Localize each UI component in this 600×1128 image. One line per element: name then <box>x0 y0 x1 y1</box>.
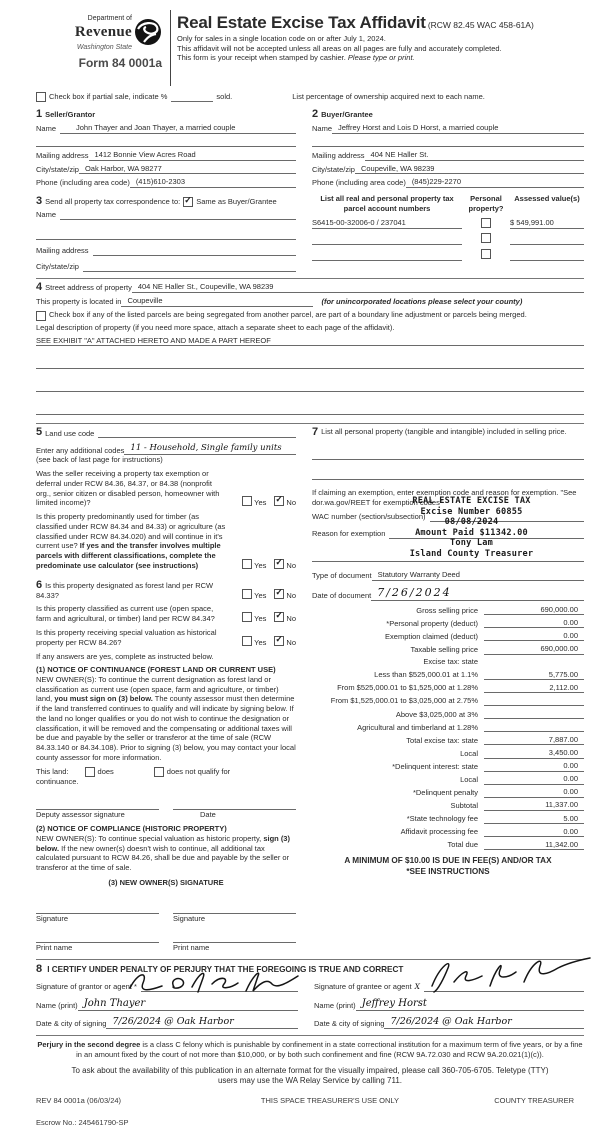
corr-city-label: City/state/zip <box>36 262 79 272</box>
corr-mailing-label: Mailing address <box>36 246 89 256</box>
tax-row: From $525,000.01 to $1,525,000 at 1.28% 2,112.00 <box>312 683 584 694</box>
stamp-treasurer-title: Island County Treasurer <box>409 548 534 559</box>
grantor-name-print-label: Name (print) <box>36 1000 78 1010</box>
buyer-mailing-label: Mailing address <box>312 150 365 160</box>
form-number: Form 84 0001a <box>78 55 162 70</box>
notice-compliance-text: NEW OWNER(S): To continue special valuation as historic property, sign (3) below. If the new owner(s) doesn't wish to continue, all additional tax calculated pursuant to RCW 84.26, shall be due and payable by the seller or transferor at the time of sale. <box>36 833 290 873</box>
street-address-value: 404 NE Haller St., Coupeville, WA 98239 <box>132 282 584 293</box>
tax-row: *State technology fee 5.00 <box>312 814 584 825</box>
exemption-yes-checkbox[interactable] <box>242 496 252 506</box>
county-note: (for unincorporated locations please select your county) <box>321 297 523 306</box>
tier3-tax <box>484 696 584 707</box>
timber-yes-checkbox[interactable] <box>242 559 252 569</box>
tax-row: *Delinquent penalty 0.00 <box>312 787 584 798</box>
notice-compliance-title: (2) NOTICE OF COMPLIANCE (HISTORIC PROPERTY) <box>36 824 227 834</box>
grantor-name-print-value: John Thayer <box>78 997 298 1011</box>
see-instructions-note: *SEE INSTRUCTIONS <box>406 866 490 876</box>
certify-heading: 8 I CERTIFY UNDER PENALTY OF PERJURY THAT THE FOREGOING IS TRUE AND CORRECT <box>36 963 404 976</box>
grantor-date-city-label: Date & city of signing <box>36 1019 107 1029</box>
exemption-question-text: Was the seller receiving a property tax exemption or deferral under RCW 84.36, 84.37, or 84.38 (nonprofit org., senior citizen or disabled person, homeowner with limited income)? <box>36 469 220 508</box>
total-excise-state: 7,887.00 <box>484 735 584 746</box>
tax-row: Above $3,025,000 at 3% <box>312 709 584 720</box>
wac-number-label: WAC number (section/subsection) <box>312 512 426 521</box>
revenue-wordmark: Revenue <box>74 24 132 41</box>
grantor-sig-label: Signature of grantor or agent * <box>36 981 137 991</box>
seller-name-field <box>60 124 70 134</box>
legal-description-line-2[interactable] <box>36 359 584 369</box>
legal-description-line-4[interactable] <box>36 405 584 415</box>
buyer-phone-label: Phone (including area code) <box>312 178 406 188</box>
grantee-name-print-label: Name (print) <box>314 1000 356 1010</box>
corr-name-field[interactable] <box>60 210 296 220</box>
deputy-assessor-label: Deputy assessor signature <box>36 810 125 820</box>
escrow-number: Escrow No.: 245461790-SP <box>36 1118 129 1128</box>
deputy-date-field[interactable] <box>173 800 296 810</box>
current-use-yes-checkbox[interactable] <box>242 612 252 622</box>
grantee-date-city-label: Date & city of signing <box>314 1019 385 1029</box>
accessibility-note: To ask about the availability of this publication in an alternate format for the visually impaired, please call 360-705-6705. Teletype (TTY) users may use the WA Relay Service by calling 711. <box>71 1065 549 1085</box>
signature-label-1: Signature <box>36 913 69 923</box>
new-owners-signature-title: (3) NEW OWNER(S) SIGNATURE <box>108 877 224 887</box>
section2-header: 2 Buyer/Grantee <box>312 108 373 120</box>
treasurer-use-only-label: THIS SPACE TREASURER'S USE ONLY <box>260 1096 400 1106</box>
agricultural-tax <box>484 722 584 733</box>
current-use-question-text: Is this property classified as current use (open space, farm and agricultural, or timber) land per RCW 84.34? <box>36 604 215 624</box>
codes-instructions-note: (see back of last page for instructions) <box>36 455 163 465</box>
seller-name-value: John Thayer and Joan Thayer, a married couple <box>70 123 296 134</box>
forest-land-question: 6 Is this property designated as forest land per RCW 84.33? Yes ✓ No <box>36 580 296 601</box>
parcel-number-field-3[interactable] <box>312 250 462 261</box>
seller-mailing-label: Mailing address <box>36 150 89 160</box>
buyer-name-value: Jeffrey Horst and Lois D Horst, a married couple <box>332 123 584 134</box>
title-block <box>177 8 584 86</box>
rev-number: REV 84 0001a (06/03/24) <box>36 1096 122 1106</box>
buyer-name-field-2[interactable] <box>312 137 584 147</box>
print-name-label-1: Print name <box>36 943 73 953</box>
seller-column <box>36 109 296 272</box>
if-yes-note: If any answers are yes, complete as instructed below. <box>36 652 214 662</box>
tax-row: Local 0.00 <box>312 774 584 785</box>
seller-name-label: Name <box>36 124 57 133</box>
partial-sale-label: Check box if partial sale, indicate % <box>49 92 168 102</box>
signature-label-2: Signature <box>173 913 206 923</box>
new-owner-signature-field-1[interactable] <box>36 904 159 914</box>
tax-table <box>312 605 584 850</box>
notice-continuance-title: (1) NOTICE OF CONTINUANCE (FOREST LAND OR CURRENT USE) <box>36 665 276 675</box>
correspondence-label: Send all property tax correspondence to: <box>45 196 181 206</box>
tax-row: *Personal property (deduct) 0.00 <box>312 618 584 629</box>
dor-logo-block <box>36 8 170 86</box>
grantee-sig-mark: X <box>414 981 420 991</box>
land-use-code-label: Land use code <box>45 428 95 438</box>
personal-property-line-1[interactable] <box>312 450 584 460</box>
assessed-value-1: $ 549,991.00 <box>510 218 584 229</box>
perjury-note: Perjury in the second degree is a class C felony which is punishable by confinement in a state correctional institution for a maximum term of five years, or by a fine in an amount fixed by the court of not more than $10,000, or by both such confinement and fine (RCW 9A.72.030 and RCW 9A.20.021(1)(c)). <box>36 1035 584 1060</box>
subtotal: 11,337.00 <box>484 800 584 811</box>
print-name-label-2: Print name <box>173 943 210 953</box>
grantor-date-city-value: 7/26/2024 @ Oak Harbor <box>106 1016 298 1029</box>
ownership-percent-note: List percentage of ownership acquired next to each name. <box>292 92 485 102</box>
notice-continuance-text: NEW OWNER(S): To continue the current designation as forest land or classification as current use (open space, farm and agriculture, or timber) land, you must sign on (3) below. The county assessor must then determine if the land transferred continues to qualify and will indicate by signing below. If the land no longer qualifies or you do not wish to continue the designation or classification, it will be removed and the compensating or additional taxes will be due and payable by the seller or transferor at the time of sale (RCW 84.33.140 or 84.34.108). Prior to signing (3) below, you may contact your local county assessor for more information. <box>36 674 296 762</box>
personal-property-checkbox-2[interactable] <box>481 233 491 243</box>
form-rcw-ref: (RCW 82.45 WAC 458-61A) <box>427 20 534 30</box>
partial-sale-row <box>36 92 584 102</box>
tax-row: From $1,525,000.01 to $3,025,000 at 2.75% <box>312 696 584 707</box>
type-of-document-value: Statutory Warranty Deed <box>372 570 584 581</box>
date-of-document-value: 7/26/2024 <box>371 586 584 601</box>
treasurer-stamp <box>364 496 579 559</box>
historical-question: Is this property receiving special valuation as historical property per RCW 84.26? Yes ✓ No <box>36 628 296 648</box>
gross-selling-price: 690,000.00 <box>484 605 584 616</box>
date-of-document-label: Date of document <box>312 591 372 601</box>
personal-property-checkbox-3[interactable] <box>481 249 491 259</box>
delinquent-penalty: 0.00 <box>484 787 584 798</box>
tax-row: Affidavit processing fee 0.00 <box>312 827 584 838</box>
tax-row: Less than $525,000.01 at 1.1% 5,775.00 <box>312 670 584 681</box>
tax-row: Local 3,450.00 <box>312 748 584 759</box>
tier4-tax <box>484 709 584 720</box>
excise-tax-state-header <box>484 657 584 667</box>
deputy-assessor-signature-field[interactable] <box>36 800 159 810</box>
legal-description-line-3[interactable] <box>36 382 584 392</box>
form-title: Real Estate Excise Tax Affidavit <box>177 13 426 32</box>
form-header <box>36 8 584 86</box>
grantee-sig-label: Signature of grantee or agent <box>314 981 412 991</box>
timber-question: Is this property predominantly used for timber (as classified under RCW 84.34 and 84.33) or agriculture (as classified under RCW 84.34.020) and will continue in it's current use? If yes and the transfer involves multiple parcels with different classifications, complete the predominate use calculator (see instructions) Yes ✓ No <box>36 512 296 571</box>
header-note-2: This affidavit will not be accepted unless all areas on all pages are fully and accurately completed. <box>177 43 502 53</box>
delinquent-interest-local: 0.00 <box>484 774 584 785</box>
buyer-column <box>312 109 584 272</box>
buyer-mailing-value: 404 NE Haller St. <box>365 150 584 161</box>
seller-name-field-2[interactable] <box>36 137 296 147</box>
parcel-number-value: S6415-00-32006-0 / 237041 <box>312 218 462 229</box>
land-qualify-row <box>36 767 296 777</box>
tax-row: Agricultural and timberland at 1.28% <box>312 722 584 733</box>
tax-row: *Delinquent interest: state 0.00 <box>312 761 584 772</box>
assessed-value-header: Assessed value(s) <box>514 194 580 203</box>
tax-row: Total excise tax: state 7,887.00 <box>312 735 584 746</box>
section1-header: 1 Seller/Grantor <box>36 108 96 120</box>
seller-grantor-title: Seller/Grantor <box>45 110 96 119</box>
forest-land-question-text: 6 Is this property designated as forest land per RCW 84.33? <box>36 578 214 600</box>
same-as-buyer-checkbox[interactable] <box>183 197 193 207</box>
grantor-signature-field <box>141 982 298 992</box>
does-checkbox[interactable] <box>85 767 95 777</box>
tier2-tax: 2,112.00 <box>484 683 584 694</box>
washington-state-label: Washington State <box>76 43 132 51</box>
parcel-table-header <box>312 194 584 214</box>
street-address-label: Street address of property <box>45 283 132 293</box>
stamp-treasurer-name: Tony Lam <box>450 538 493 549</box>
grantee-signature-block <box>314 978 584 1029</box>
tax-row: Taxable selling price 690,000.00 <box>312 644 584 655</box>
header-note-3: This form is your receipt when stamped by cashier. Please type or print. <box>177 53 415 63</box>
section4: 4 Street address of property 404 NE Haller St., Coupeville, WA 98239 This property is located in Coupeville (for unincorporated locations please select your county) Check box if any of the listed parcels are being segregated from another parcel, are part of a boundary line adjustment or parcels being merged. Legal description of property (if you need more space, attach a separate sheet to each page of the affidavit). SEE EXHIBIT "A" ATTACHED HERETO AND MADE A PART HEREOF <box>36 278 584 415</box>
affidavit-page <box>36 8 584 1128</box>
delinquent-interest-state: 0.00 <box>484 761 584 772</box>
deputy-date-label: Date <box>200 810 216 820</box>
stamp-amount-paid: Amount Paid $11342.00 <box>415 527 528 538</box>
buyer-grantee-title: Buyer/Grantee <box>321 110 373 119</box>
header-note-1: Only for sales in a single location code on or after July 1, 2024. <box>177 33 386 43</box>
partial-sale-sold-label: sold. <box>216 92 233 102</box>
header-divider <box>170 10 171 86</box>
stamp-title: REAL ESTATE EXCISE TAX <box>412 496 531 507</box>
parcel-row <box>312 249 584 261</box>
tax-row: Gross selling price 690,000.00 <box>312 605 584 616</box>
partial-sale-checkbox[interactable] <box>36 92 46 102</box>
exemption-code-note: If claiming an exemption, enter exemption code and reason for exemption. "See dor.wa.gov/REET for exemption codes" <box>312 488 577 507</box>
legal-description-label: Legal description of property (if you need more space, attach a separate sheet to each page of the affidavit). <box>36 322 395 332</box>
grantee-name-print-value: Jeffrey Horst <box>356 997 584 1011</box>
parcel-row <box>312 218 584 230</box>
does-not-label: does not qualify for <box>166 766 231 776</box>
seller-phone-label: Phone (including area code) <box>36 178 130 188</box>
this-land-label: This land: <box>36 766 69 776</box>
seller-phone-value: (415)610-2303 <box>130 177 296 188</box>
total-excise-local: 3,450.00 <box>484 748 584 759</box>
tax-row: Total due 11,342.00 <box>312 840 584 851</box>
new-owner-print-field-1[interactable] <box>36 933 159 943</box>
additional-codes-label: Enter any additional codes <box>36 445 125 455</box>
stamp-excise-number: Excise Number 60855 <box>420 506 523 517</box>
county-treasurer-label: COUNTY TREASURER <box>494 1096 574 1106</box>
additional-codes-value: 11 - Household, Single family units <box>124 443 296 455</box>
dept-of-label: Department of <box>87 15 132 22</box>
does-label: does <box>97 766 114 776</box>
assessed-value-field-3[interactable] <box>510 250 584 261</box>
historical-question-text: Is this property receiving special valuation as historical property per RCW 84.26? <box>36 627 217 647</box>
tier1-tax: 5,775.00 <box>484 670 584 681</box>
corr-name-label: Name <box>36 210 57 220</box>
new-owner-print-field-2[interactable] <box>173 933 296 943</box>
continuance-label: continuance. <box>36 776 79 786</box>
reason-exemption-label: Reason for exemption <box>312 529 386 538</box>
parcel-numbers-header: List all real and personal property tax parcel account numbers <box>320 194 454 213</box>
segregated-checkbox[interactable] <box>36 311 46 321</box>
historical-no-checkbox[interactable] <box>274 636 284 646</box>
stamp-date: 08/08/2024 <box>444 517 499 528</box>
new-owner-signature-field-2[interactable] <box>173 904 296 914</box>
tax-row: Exemption claimed (deduct) 0.00 <box>312 631 584 642</box>
total-due: 11,342.00 <box>484 840 584 851</box>
buyer-city-label: City/state/zip <box>312 164 355 174</box>
seller-city-label: City/state/zip <box>36 164 79 174</box>
exemption-no-checkbox[interactable] <box>274 496 284 506</box>
section8 <box>36 959 584 1029</box>
dor-swirl-icon <box>134 18 162 49</box>
certify-text: I CERTIFY UNDER PENALTY OF PERJURY THAT THE FOREGOING IS TRUE AND CORRECT <box>47 965 404 975</box>
partial-sale-percent-field[interactable] <box>171 92 213 102</box>
section3-header: 3 Send all property tax correspondence to: ✓ Same as Buyer/Grantee <box>36 196 296 207</box>
timber-question-text: Is this property predominantly used for timber (as classified under RCW 84.34 and 84.33) or agriculture (as classified under RCW 84.34.020) and will continue in it's current use? If yes and the transfer involves multiple parcels with different classifications, complete the predominate use calculator (see instructions) <box>36 512 226 570</box>
current-use-question: Is this property classified as current use (open space, farm and agricultural, or timber) land per RCW 84.34? Yes ✓ No <box>36 604 296 624</box>
personal-property-checkbox-1[interactable] <box>481 218 491 228</box>
forest-yes-checkbox[interactable] <box>242 589 252 599</box>
buyer-phone-value: (845)229-2270 <box>406 177 584 188</box>
does-not-checkbox[interactable] <box>154 767 164 777</box>
grantee-date-city-value: 7/26/2024 @ Oak Harbor <box>384 1016 584 1029</box>
affidavit-processing-fee: 0.00 <box>484 827 584 838</box>
current-use-no-checkbox[interactable] <box>274 612 284 622</box>
tax-column: 7 List all personal property (tangible and intangible) included in selling price. If claiming an exemption, enter exemption code and reason for exemption. "See dor.wa.gov/REET for exemption codes" WAC number (section/subsection) Reason for exemption REAL ESTATE EXCISE TAX Excise Number 60855 08/08/2024 Amount Paid $11342.00 Tony Lam Island County Treasurer Type of document Statutory Warranty Deed Date of document 7/26/2024 Gross selling price 690,000.00 *Personal property (deduct) 0.00 Exemption claimed (deduct) 0.00 Taxable selling price 690,000.00 Excise tax: state Less than $525,000.01 at 1.1% 5,775.00 From $525,000.01 to $1,525,000 at 1.28% 2,112.00 From $1,525,000.01 to $3,025,000 at 2.75% Above $3,025,000 at 3% Agricultural and timberland at 1.28% Total excise tax: state 7,887.00 Local 3,450.00 *Delinquent interest: state 0.00 Local 0.00 *Delinquent penalty 0.00 Subtotal 11,337.00 *State technology fee 5.00 Affidavit processing fee 0.00 Total due 11,342.00 A MINIMUM OF $10.00 IS DUE IN FEE(S) AND/OR TAX *SEE INSTRUCTIONS <box>312 427 584 953</box>
tax-row: Excise tax: state <box>312 657 584 667</box>
assessed-value-field-2[interactable] <box>510 234 584 245</box>
corr-name-field-2[interactable] <box>36 230 296 240</box>
located-in-value: Coupeville <box>121 296 313 307</box>
exemption-claimed-deduct: 0.00 <box>484 631 584 642</box>
exemption-question: Was the seller receiving a property tax exemption or deferral under RCW 84.36, 84.37, or 84.38 (nonprofit org., senior citizen or disabled person, homeowner with limited income)? Yes ✓ No <box>36 469 296 508</box>
type-of-document-label: Type of document <box>312 570 372 580</box>
located-in-label: This property is located in <box>36 297 122 306</box>
parcel-row <box>312 233 584 245</box>
legal-description-value: SEE EXHIBIT "A" ATTACHED HERETO AND MADE A PART HEREOF <box>36 336 584 347</box>
footer-row <box>36 1096 584 1106</box>
parcel-number-field-2[interactable] <box>312 234 462 245</box>
minimum-fee-note: A MINIMUM OF $10.00 IS DUE IN FEE(S) AND/OR TAX <box>344 856 552 866</box>
segregated-label: Check box if any of the listed parcels are being segregated from another parcel, are part of a boundary line adjustment or parcels being merged. <box>49 309 527 319</box>
tax-row: Subtotal 11,337.00 <box>312 800 584 811</box>
forest-no-checkbox[interactable] <box>274 589 284 599</box>
grantee-signature-field <box>424 982 584 992</box>
historical-yes-checkbox[interactable] <box>242 636 252 646</box>
grantor-signature-block <box>36 978 298 1029</box>
same-as-buyer-label: Same as Buyer/Grantee <box>196 196 277 206</box>
seller-mailing-value: 1412 Bonnie View Acres Road <box>89 150 296 161</box>
personal-property-line-2[interactable] <box>312 470 584 480</box>
buyer-city-value: Coupeville, WA 98239 <box>355 164 584 175</box>
personal-property-deduct: 0.00 <box>484 618 584 629</box>
taxable-selling-price: 690,000.00 <box>484 644 584 655</box>
personal-property-header: Personal property? <box>468 194 504 213</box>
land-use-column: 5 Land use code Enter any additional codes 11 - Household, Single family units (see back of last page for instructions) Was the seller receiving a property tax exemption or deferral under RCW 84.36, 84.37, or 84.38 (nonprofit org., senior citizen or disabled person, homeowner with limited income)? Yes ✓ No Is this property predominantly used for timber (as classified under RCW 84.34 and 84.33) or agriculture (as classified under RCW 84.34.020) and will continue in it's current use? If yes and the transfer involves multiple parcels with different classifications, complete the predominate use calculator (see instructions) Yes ✓ No 6 Is this property designated as forest land per RCW 84.33? Yes ✓ No Is this property classified as current use (open space, farm and agricultural, or timber) land per RCW 84.34? Yes ✓ No Is this property receiving special valuation as historical property per RCW 84.26? Yes ✓ No If any answers are yes, complete as instructed below. (1) NOTICE OF CONTINUANCE (FOREST LAND OR CURRENT USE) NEW OWNER(S): To continue the current designation as forest land or classification as current use (open space, farm and agriculture, or timber) land, you must sign on (3) below. The county assessor must then determine if the land transferred continues to qualify and will indicate by signing below. If the land no longer qualifies or you do not wish to continue the designation or classification, it will be removed and the compensating or additional taxes will be due and payable by the seller or transferor at the time of sale (RCW 84.33.140 or 84.34.108). Prior to signing (3) below, you may contact your local county assessor for more information. This land: does does not qualify for continuance. Deputy assessor signature Date (2) NOTICE OF COMPLIANCE (HISTORIC PROPERTY) NEW OWNER(S): To continue special valuation as historic property, sign (3) below. If the new owner(s) doesn't wish to continue, all additional tax calculated pursuant to RCW 84.26, shall be due and payable by the seller or transferor at the time of sale. (3) NEW OWNER(S) SIGNATURE Signature Signature Print name Print name <box>36 427 296 953</box>
timber-no-checkbox[interactable] <box>274 559 284 569</box>
land-use-code-field[interactable] <box>98 428 296 438</box>
buyer-name-label: Name <box>312 124 333 133</box>
corr-mailing-field[interactable] <box>93 246 296 256</box>
personal-property-list-label: List all personal property (tangible and intangible) included in selling price. <box>321 427 567 437</box>
seller-city-value: Oak Harbor, WA 98277 <box>79 164 296 175</box>
state-technology-fee: 5.00 <box>484 814 584 825</box>
corr-city-field[interactable] <box>83 262 296 272</box>
